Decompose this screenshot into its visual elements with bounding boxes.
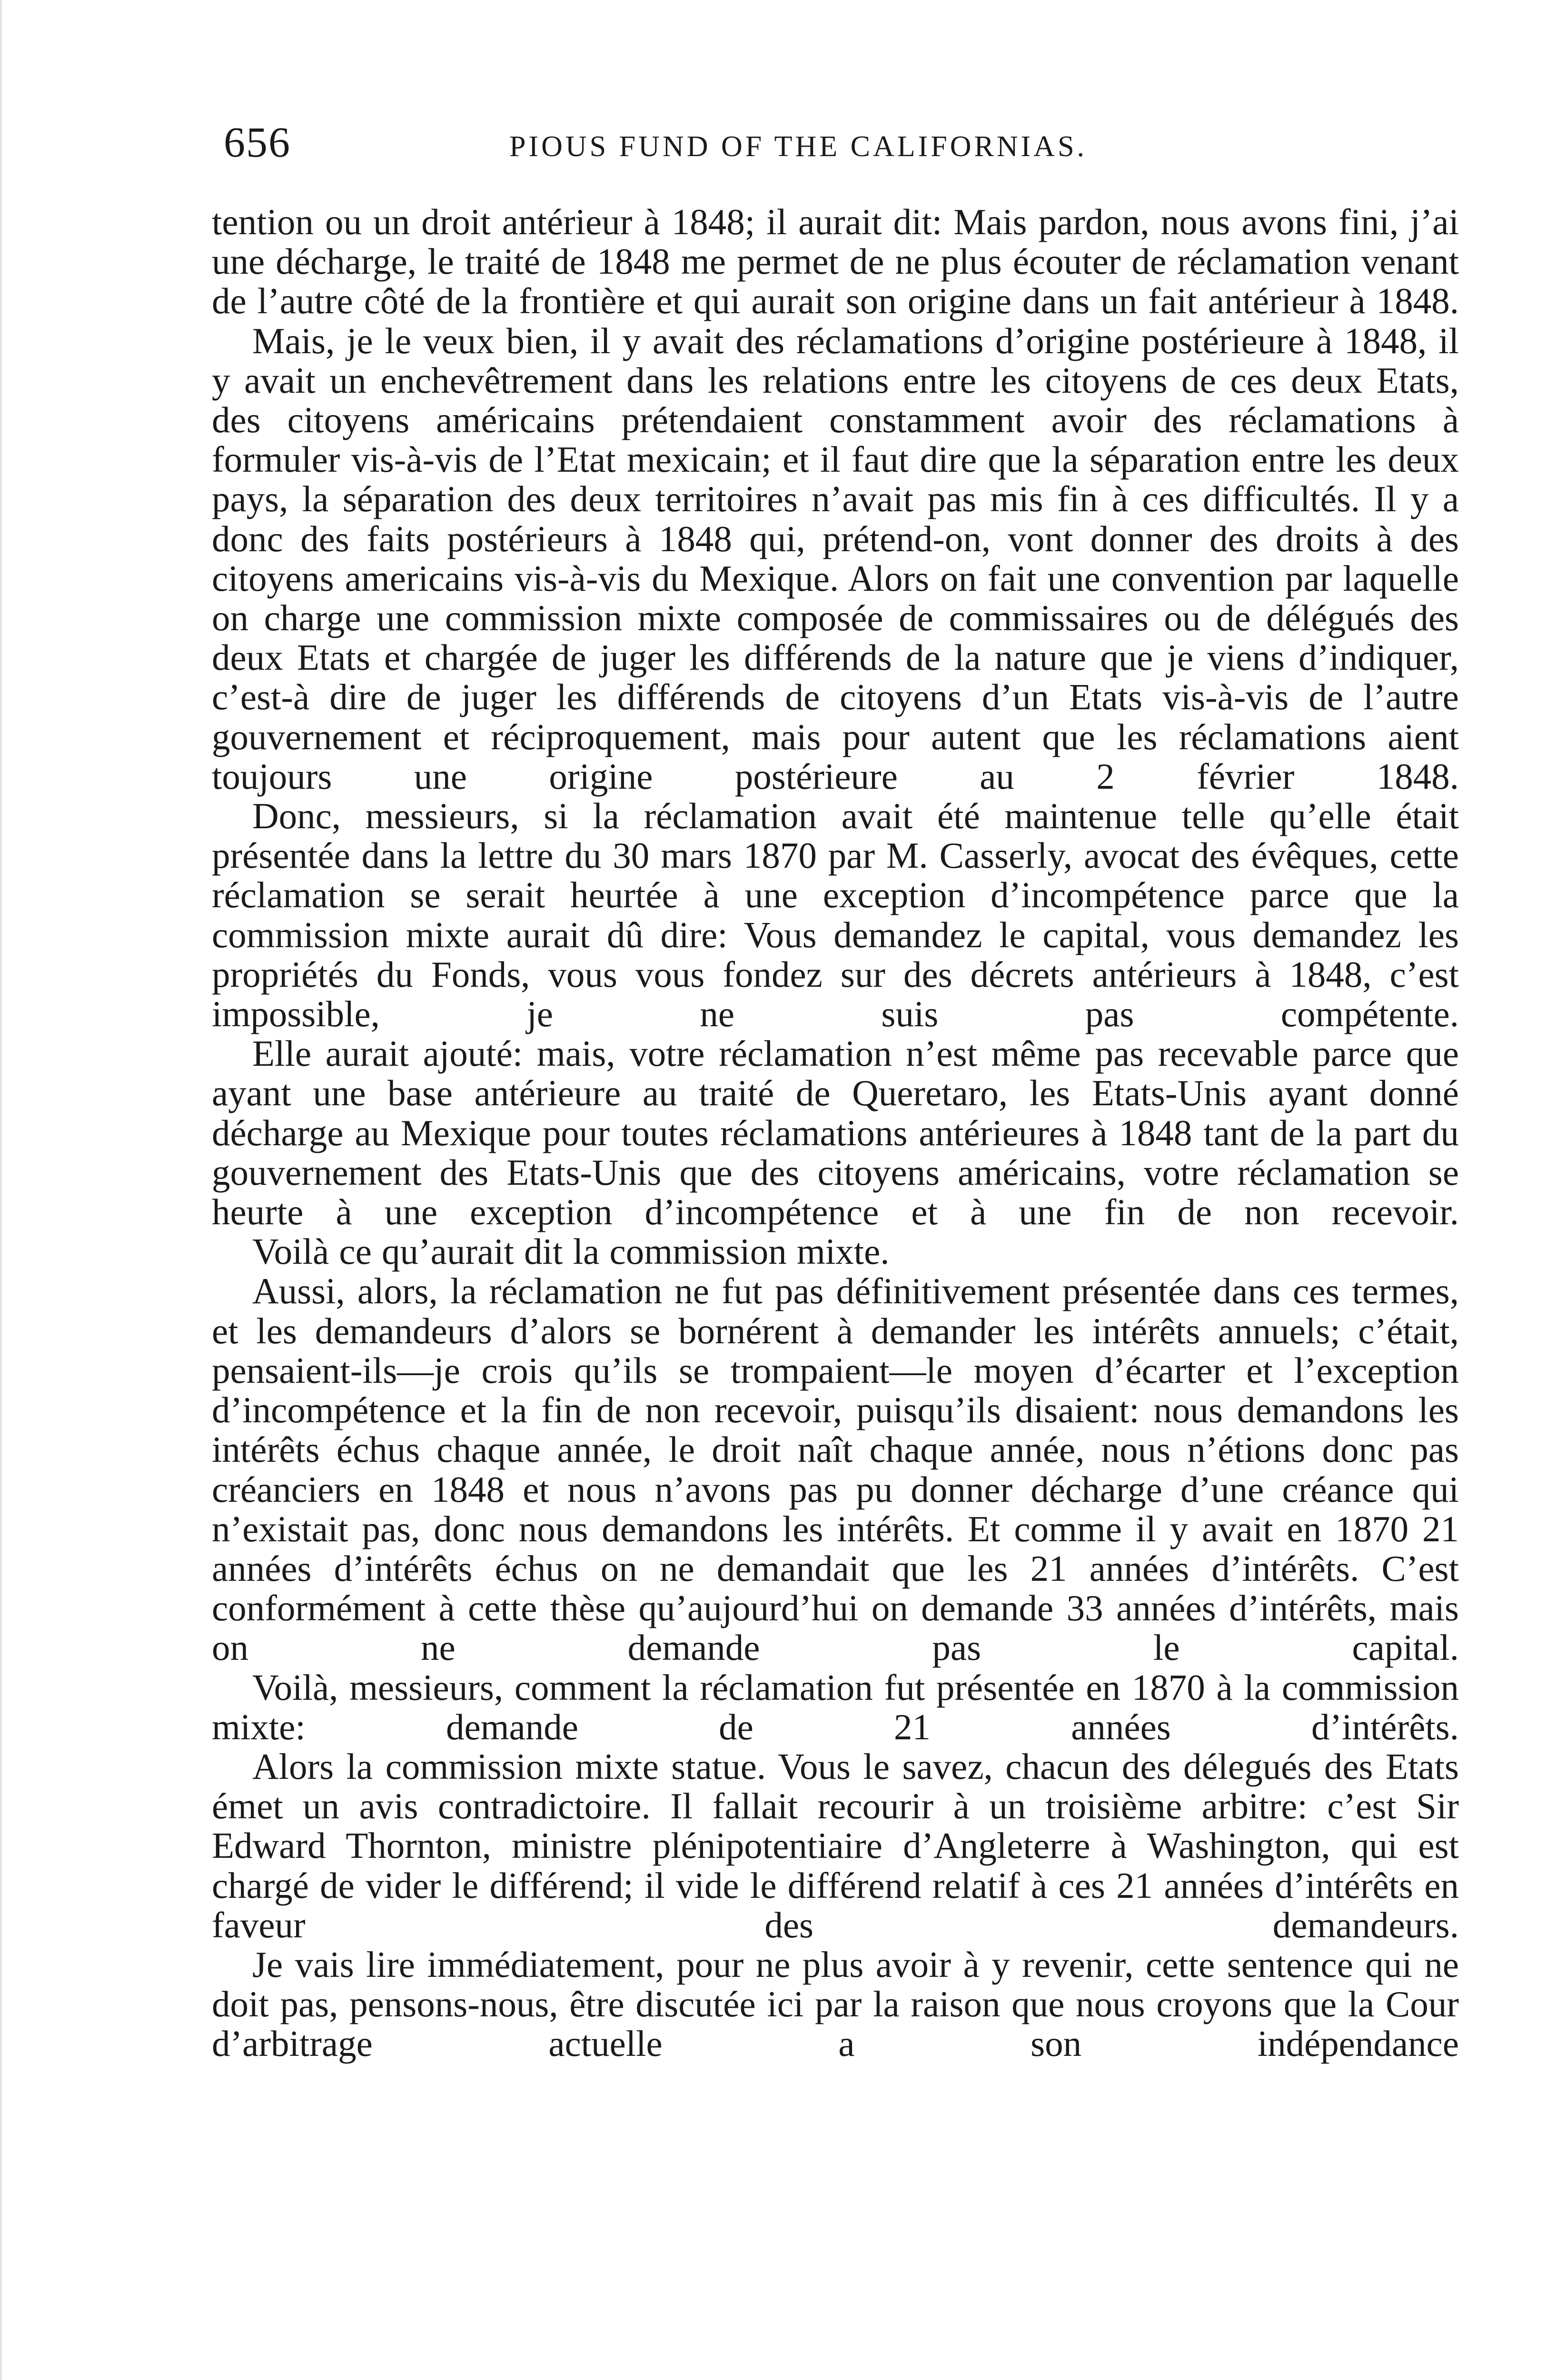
paragraph-1: tention ou un droit antérieur à 1848; il aurait dit: Mais pardon, nous avons fini, j’ai une décharge, le traité de 1848 me permet de ne plus écouter de réclamation venant de l’autre côté de la frontière et qui aurait son origine dans un fait antérieur à 1848. [212, 201, 1459, 322]
scan-edge-shadow [0, 0, 3, 2380]
paragraph-9: Je vais lire immédiatement, pour ne plus avoir à y revenir, cette sentence qui ne doit pas, pensons-nous, être discutée ici par la raison que nous croyons que la Cour d’arbitrage actuelle a son indépendance [212, 1944, 1459, 2064]
paragraph-3: Donc, messieurs, si la réclamation avait été maintenue telle qu’elle était présentée dans la lettre du 30 mars 1870 par M. Casserly, avocat des évêques, cette réclamation se serait heurtée à une exception d’incompétence parce que la commission mixte aurait dû dire: Vous demandez le capital, vous demandez les propriétés du Fonds, vous vous fondez sur des décrets antérieurs à 1848, c’est impossible, je ne suis pas compétente. [212, 795, 1459, 1035]
paragraph-5: Voilà ce qu’aurait dit la commission mixte. [252, 1231, 890, 1272]
body-text [212, 202, 1459, 2064]
paragraph-8: Alors la commission mixte statue. Vous le savez, chacun des délegués des Etats émet un avis contradictoire. Il fallait recourir à un troisième arbitre: c’est Sir Edward Thornton, ministre plénipotentiaire d’Angleterre à Washington, qui est chargé de vider le différend; il vide le différend relatif à ces 21 années d’intérêts en faveur des demandeurs. [212, 1745, 1459, 1945]
paragraph-4: Elle aurait ajouté: mais, votre réclamation n’est même pas recevable parce que ayant une base antérieure au traité de Queretaro, les Etats-Unis ayant donné décharge au Mexique pour toutes réclamations antérieures à 1848 tant de la part du gouvernement des Etats-Unis que des citoyens américains, votre réclamation se heurte à une exception d’incompétence et à une fin de non recevoir. [212, 1033, 1459, 1233]
paragraph-7: Voilà, messieurs, comment la réclamation fut présentée en 1870 à la commission mixte: demande de 21 années d’intérêts. [212, 1666, 1459, 1747]
paragraph-6: Aussi, alors, la réclamation ne fut pas définitivement présentée dans ces termes, et les demandeurs d’alors se bornérent à demander les intérêts annuels; c’était, pensaient-ils—je crois qu’ils se trompaient—le moyen d’écarter et l’exception d’incompétence et la fin de non recevoir, puisqu’ils disaient: nous demandons les intérêts échus chaque année, le droit naît chaque année, nous n’étions donc pas créanciers en 1848 et nous n’avons pas pu donner décharge d’une créance qui n’existait pas, donc nous demandons les intérêts. Et comme il y avait en 1870 21 années d’intérêts échus on ne demandait que les 21 années d’intérêts. C’est conformément à cette thèse qu’aujourd’hui on demande 33 années d’intérêts, mais on ne demande pas le capital. [212, 1270, 1459, 1668]
running-head: PIOUS FUND OF THE CALIFORNIAS. [509, 130, 1088, 163]
paragraph-2: Mais, je le veux bien, il y avait des réclamations d’origine postérieure à 1848, il y avait un enchevêtrement dans les relations entre les citoyens de ces deux Etats, des citoyens américains prétendaient constamment avoir des réclamations à formuler vis-à-vis de l’Etat mexicain; et il faut dire que la séparation entre les deux pays, la séparation des deux territoires n’avait pas mis fin à ces difficultés. Il y a donc des faits postérieurs à 1848 qui, prétend-on, vont donner des droits à des citoyens americains vis-à-vis du Mexique. Alors on fait une convention par laquelle on charge une commission mixte composée de commissaires ou de délégués des deux Etats et chargée de juger les différends de la nature que je viens d’indiquer, c’est-à dire de juger les différends de citoyens d’un Etats vis-à-vis de l’autre gouvernement et réciproquement, mais pour autent que les réclamations aient toujours une origine postérieure au 2 février 1848. [212, 320, 1459, 797]
page-number: 656 [224, 119, 291, 166]
page-header [224, 114, 1457, 171]
